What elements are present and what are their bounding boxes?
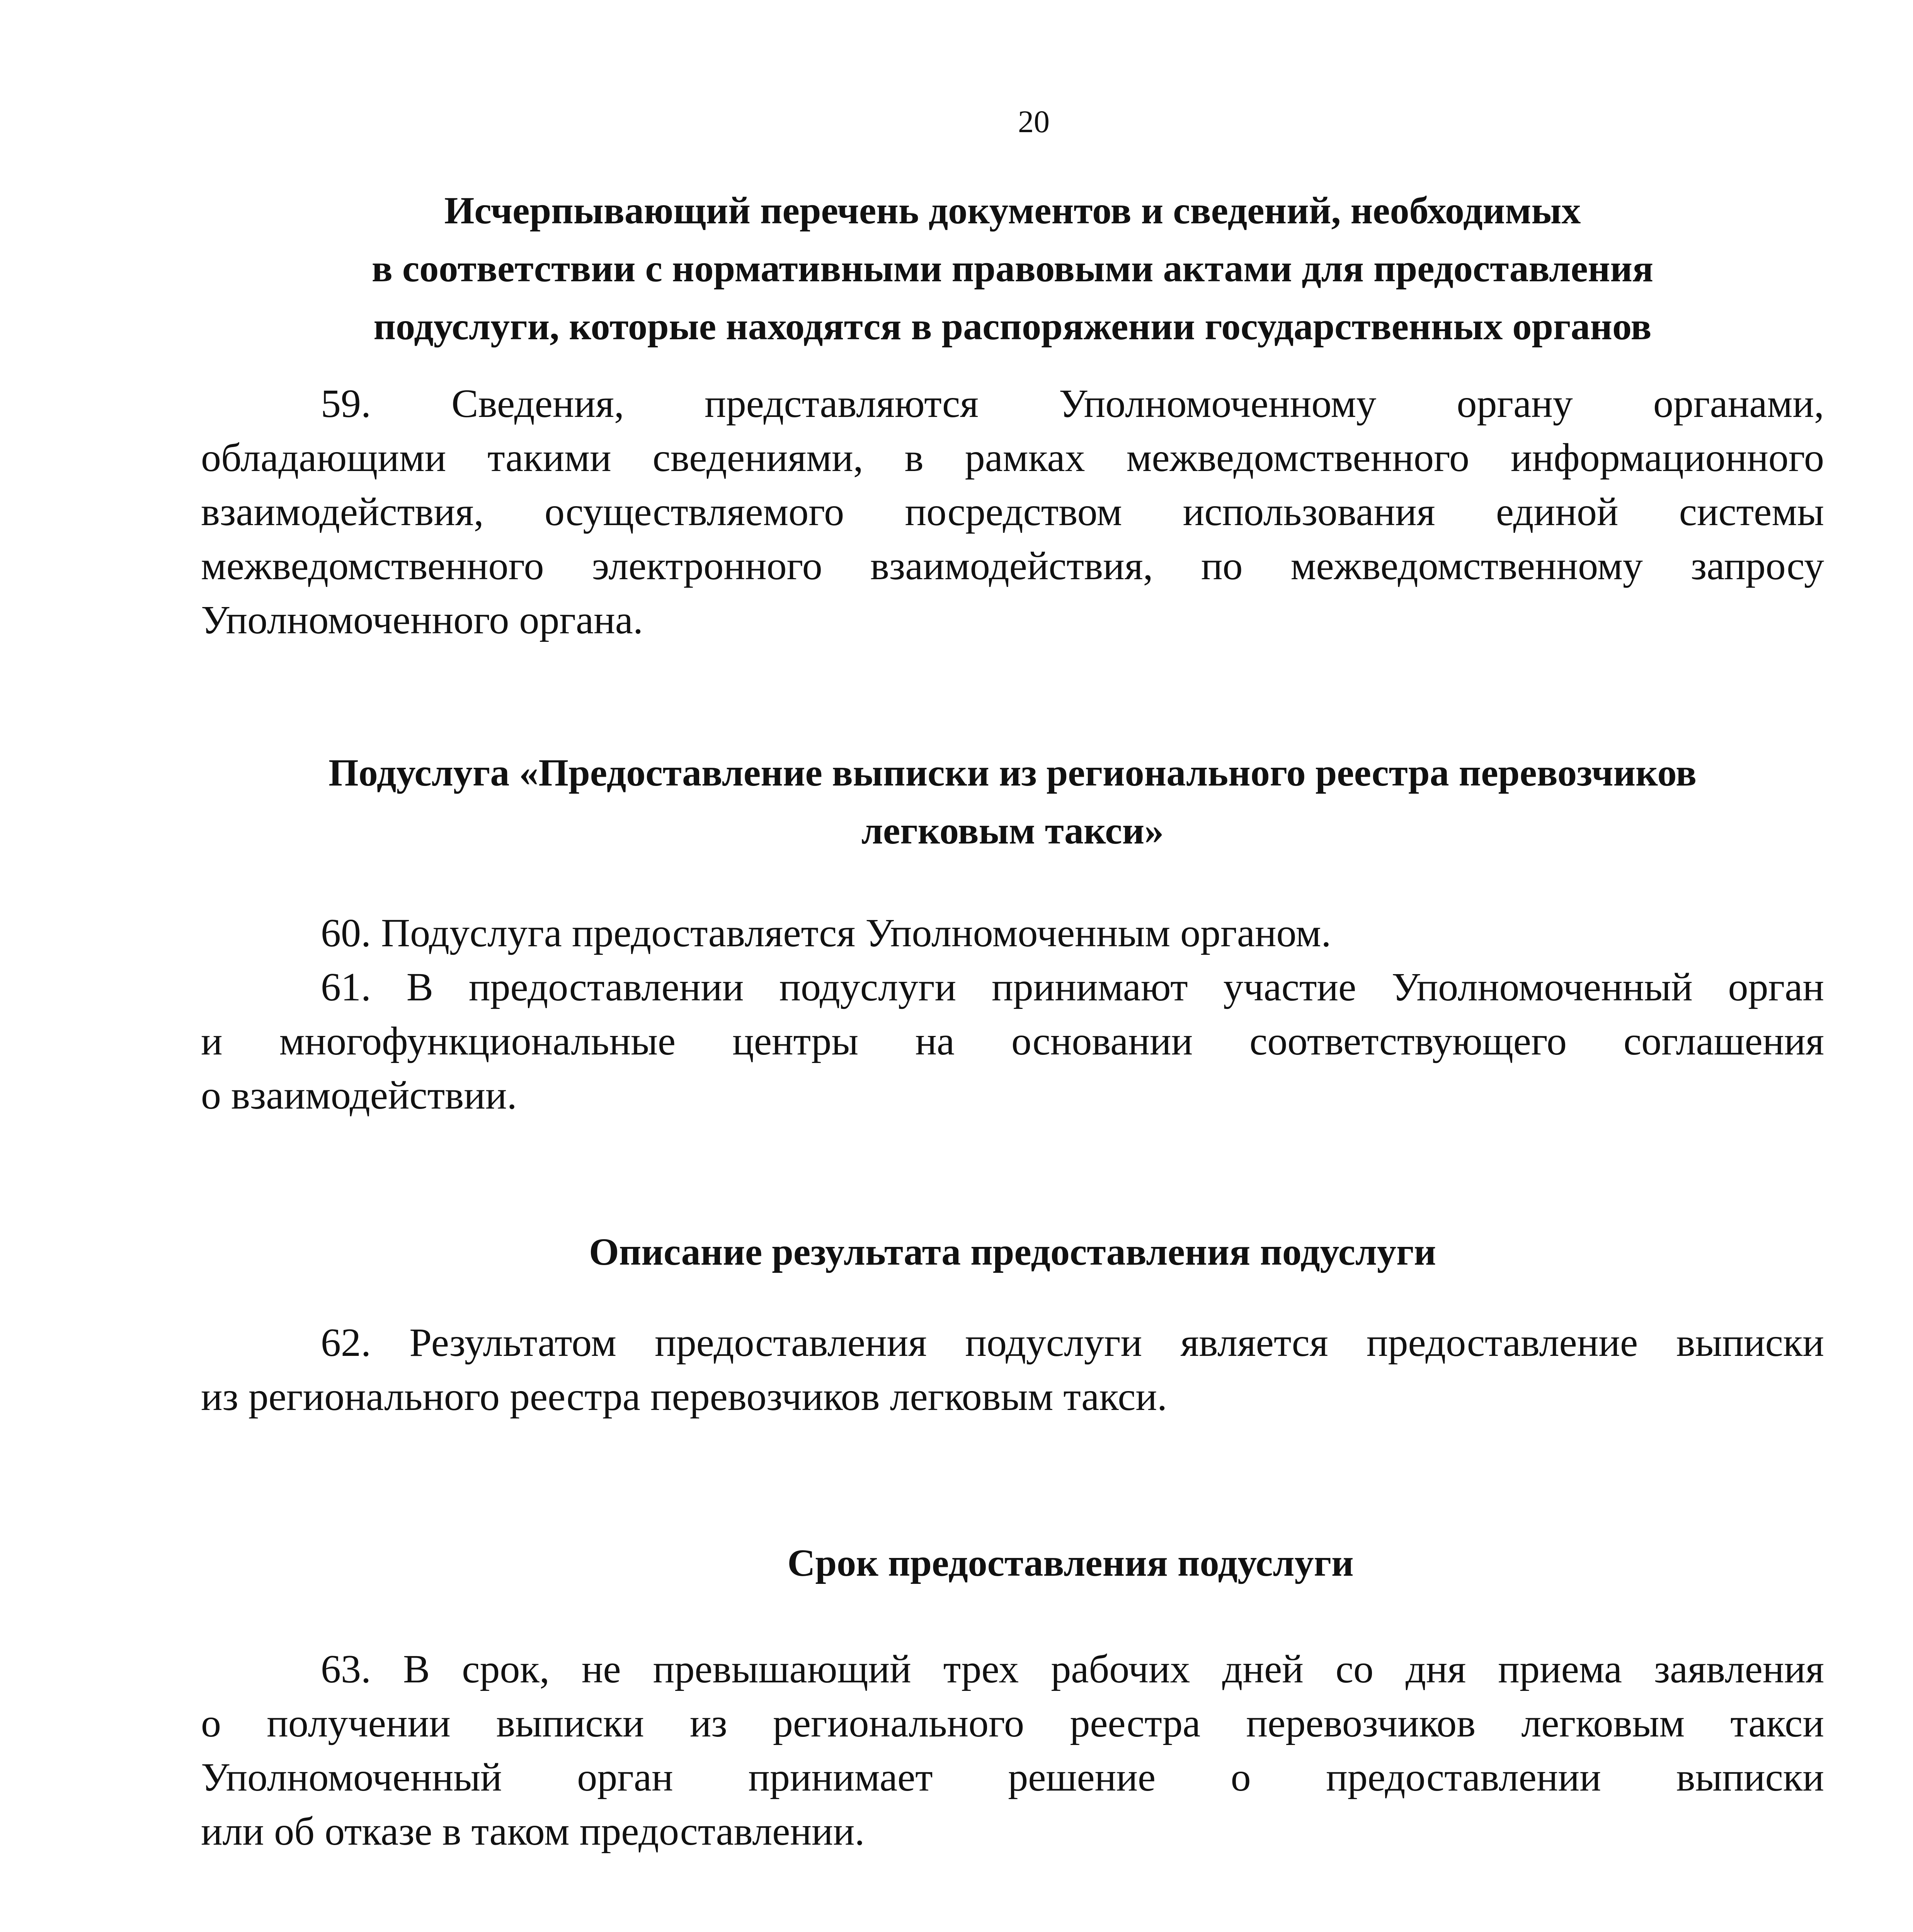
paragraph-line: из регионального реестра перевозчиков легковым такси. — [201, 1374, 1168, 1419]
heading-line: подуслуги, которые находятся в распоряжении государственных органов — [373, 305, 1652, 348]
heading-line: Срок предоставления подуслуги — [787, 1541, 1354, 1584]
section-heading-subservice — [201, 744, 1824, 860]
paragraph-line: Уполномоченного органа. — [201, 598, 643, 642]
paragraph-line: взаимодействия, осуществляемого посредством использования единой системы — [201, 490, 1824, 534]
paragraph-line: и многофункциональные центры на основании соответствующего соглашения — [201, 1019, 1824, 1063]
section-heading-term — [356, 1534, 1785, 1592]
paragraph-line: 63. В срок, не превышающий трех рабочих дней со дня приема заявления — [321, 1647, 1824, 1691]
paragraph-63 — [201, 1642, 1824, 1859]
heading-line: Описание результата предоставления подуслуги — [589, 1230, 1436, 1273]
section-heading-documents-state — [240, 182, 1785, 355]
paragraph-line: или об отказе в таком предоставлении. — [201, 1809, 865, 1854]
heading-line: Подуслуга «Предоставление выписки из регионального реестра перевозчиков — [328, 751, 1697, 794]
paragraph-line: о получении выписки из регионального реестра перевозчиков легковым такси — [201, 1701, 1824, 1745]
paragraph-line: 61. В предоставлении подуслуги принимают участие Уполномоченный орган — [321, 965, 1824, 1009]
heading-line: легковым такси» — [861, 809, 1164, 852]
paragraph-line: 62. Результатом предоставления подуслуги является предоставление выписки — [321, 1320, 1824, 1365]
paragraph-line: о взаимодействии. — [201, 1073, 517, 1117]
paragraph-line: межведомственного электронного взаимодействия, по межведомственному запросу — [201, 544, 1824, 588]
paragraph-59 — [201, 377, 1824, 647]
paragraph-60 — [201, 906, 1824, 960]
section-heading-result — [201, 1223, 1824, 1281]
paragraph-61 — [201, 960, 1824, 1122]
page-number: 20 — [1018, 104, 1050, 139]
paragraph-62 — [201, 1316, 1824, 1424]
heading-line: в соответствии с нормативными правовыми актами для предоставления — [371, 247, 1654, 290]
paragraph-line: 60. Подуслуга предоставляется Уполномоченным органом. — [321, 911, 1331, 955]
paragraph-line: 59. Сведения, представляются Уполномоченному органу органами, — [321, 381, 1824, 426]
paragraph-line: обладающими такими сведениями, в рамках межведомственного информационного — [201, 435, 1824, 480]
heading-line: Исчерпывающий перечень документов и сведений, необходимых — [444, 189, 1581, 232]
paragraph-line: Уполномоченный орган принимает решение о предоставлении выписки — [201, 1755, 1824, 1799]
